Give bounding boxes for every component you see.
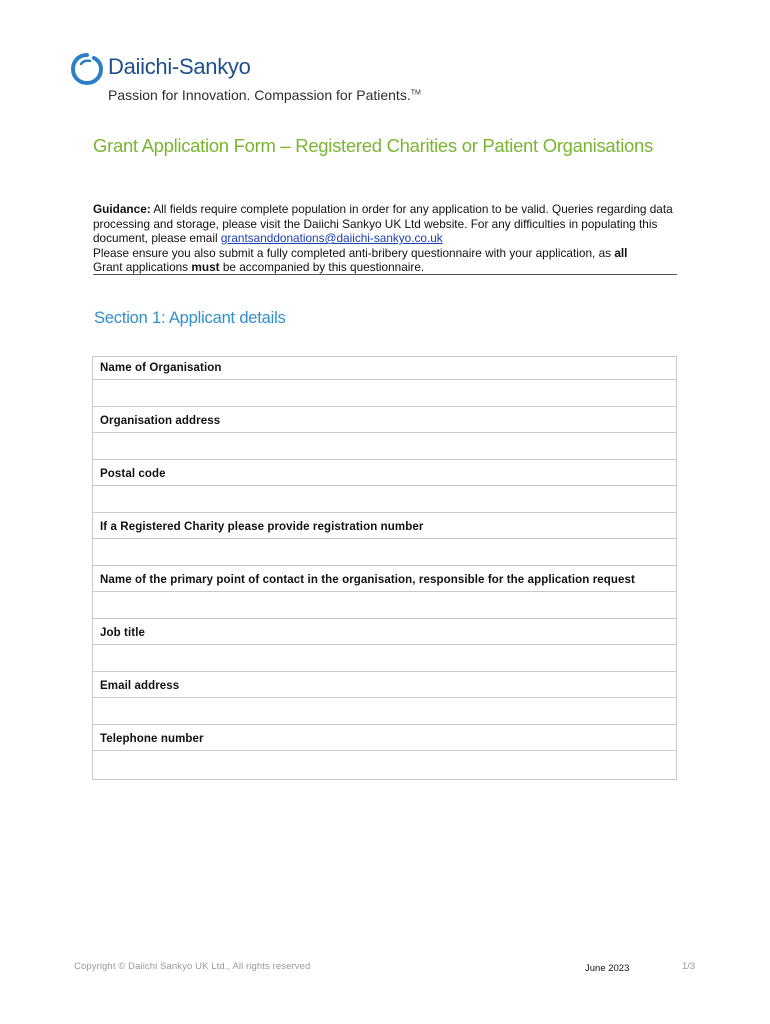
field-label-organisation-address: Organisation address [100, 415, 221, 427]
postal-code-input[interactable] [93, 485, 676, 513]
field-label-primary-contact: Name of the primary point of contact in the organisation, responsible for the application request [100, 574, 635, 586]
registration-number-input[interactable] [93, 538, 676, 566]
applicant-details-form [92, 356, 677, 780]
email-link[interactable]: grantsanddonations@daiichi-sankyo.co.uk [220, 231, 443, 245]
organisation-name-input[interactable] [93, 379, 676, 407]
field-label-job-title: Job title [100, 627, 145, 639]
page-title: Grant Application Form – Registered Charities or Patient Organisations [93, 135, 653, 156]
field-label-postal-code: Postal code [100, 468, 166, 480]
divider [93, 274, 677, 275]
footer-copyright: Copyright © Daiichi Sankyo UK Ltd., All rights reserved [74, 961, 311, 972]
section-heading: Section 1: Applicant details [94, 309, 286, 327]
telephone-number-input[interactable] [93, 750, 676, 779]
primary-contact-input[interactable] [93, 591, 676, 619]
tagline: Passion for Innovation. Compassion for Patients.™ [108, 87, 421, 103]
page-number: 1/3 [682, 961, 696, 972]
trademark-mark: TM [410, 89, 421, 97]
brand-name: Daiichi-Sankyo [108, 54, 251, 79]
guidance-label: Guidance: [93, 202, 151, 216]
job-title-input[interactable] [93, 644, 676, 672]
organisation-address-input[interactable] [93, 432, 676, 460]
guidance-text: Guidance: All fields require complete population in order for any application to be valid. Queries regarding data processing and storage, please visit the Daiichi Sankyo UK Ltd website. For any difficulties in populating this document, please email grantsanddonations@daiichi-sankyo.co.uk Please ensure you also submit a fully completed anti-bribery questionnaire with your application, as all Grant applications must be accompanied by this questionnaire. [93, 202, 673, 274]
field-label-email-address: Email address [100, 680, 180, 692]
daiichi-sankyo-logo-icon [70, 52, 104, 86]
field-label-organisation-name: Name of Organisation [100, 362, 222, 374]
company-logo [70, 50, 330, 90]
field-label-registration-number: If a Registered Charity please provide registration number [100, 521, 424, 533]
footer-date: June 2023 [585, 963, 630, 974]
email-address-input[interactable] [93, 697, 676, 725]
field-label-telephone-number: Telephone number [100, 733, 204, 745]
